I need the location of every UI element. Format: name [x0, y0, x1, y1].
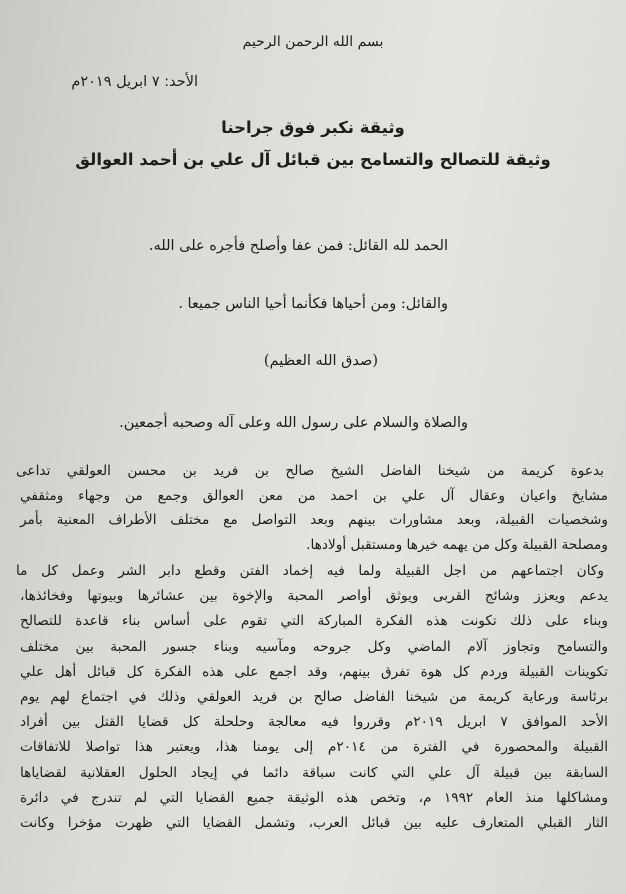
paragraph-line: ومصلحة القبيلة وكل من يهمه خيرها ومستقبل أولادها.	[306, 536, 608, 553]
verse-line: الحمد لله القائل: فمن عفا وأصلح فأجره على الله.	[148, 238, 448, 254]
verse-line: والقائل: ومن أحياها فكأنما أحيا الناس جميعا .	[178, 296, 448, 312]
salutation-line: والصلاة والسلام على رسول الله وعلى آله وصحبه أجمعين.	[119, 415, 468, 431]
basmala: بسم الله الرحمن الرحيم	[242, 34, 384, 50]
paragraph-line: تكوينات القبيلة وردم كل هوة تفرق بينهم، وقد اجمع على هذه الفكرة كل قبائل أهل علي	[20, 663, 608, 680]
document-title: وثيقة نكبر فوق جراحنا	[221, 118, 405, 137]
document-subtitle: وثيقة للتصالح والتسامح بين قبائل آل علي بن أحمد العوالق	[75, 150, 551, 169]
paragraph-line: وبناء على ذلك تكونت هذه الفكرة المباركة التي تقوم على أساس بناء قاعدة للتصالح	[20, 613, 608, 630]
paragraph-line: بدعوة كريمة من شيخنا الفاضل الشيخ صالح بن فريد بن محسن العولقي تداعى	[16, 463, 604, 479]
document-date: الأحد: ٧ ابريل ٢٠١٩م	[71, 74, 198, 90]
paragraph-line: والتسامح وتجاوز آلام الماضي وكل جروحه ومآسيه وبناء جسور المحبة بين مختلف	[20, 638, 608, 655]
paragraph-line: برئاسة ورعاية كريمة من شيخنا الفاضل صالح بن فريد العولقي وذلك في اجتماع لهم يوم	[20, 689, 608, 705]
paragraph-line: مشايخ واعيان وعقال آل علي بن احمد من معن العوالق وجمع من وجهاء ومثقفي	[20, 487, 608, 504]
paragraph-line: وكان اجتماعهم من اجل القبيلة ولما فيه إخماد الفتن وقطع دابر الشر وعمل كل ما	[16, 563, 604, 579]
verse-closing: (صدق الله العظيم)	[263, 353, 378, 369]
paragraph-line: يدعم ويعزز وشائج القربى ويوثق أواصر المحبة والإخوة بين عشائرها وبيوتها وفخائذها،	[20, 588, 608, 605]
paragraph-line: وشخصيات القبيلة، وبعد مشاورات بينهم وبعد التواصل مع مختلف الأطراف المعنية بأمر	[20, 512, 608, 528]
paragraph-line: ومشاكلها منذ العام ١٩٩٢ م، وتخص هذه الوثيقة جميع القضايا التي لم تندرج في دائرة	[20, 789, 608, 806]
paragraph-line: السابقة بين قبيلة آل علي التي كانت سباقة دائما في إيجاد الحلول العقلانية لقضاياها	[20, 764, 608, 781]
paragraph-line: القبيلة والمحصورة في الفترة من ٢٠١٤م إلى يومنا هذا، ويعتبر هذا تواصلا للاتفاقات	[20, 739, 608, 756]
paragraph-line: الأحد الموافق ٧ ابريل ٢٠١٩م وقرروا فيه معالجة وحلحلة كل قضايا القتل بين أفراد	[20, 714, 608, 731]
paragraph-line: الثار القبلي المتعارف عليه بين قبائل العرب، وتشمل القضايا التي ظهرت مؤخرا وكانت	[20, 815, 608, 831]
